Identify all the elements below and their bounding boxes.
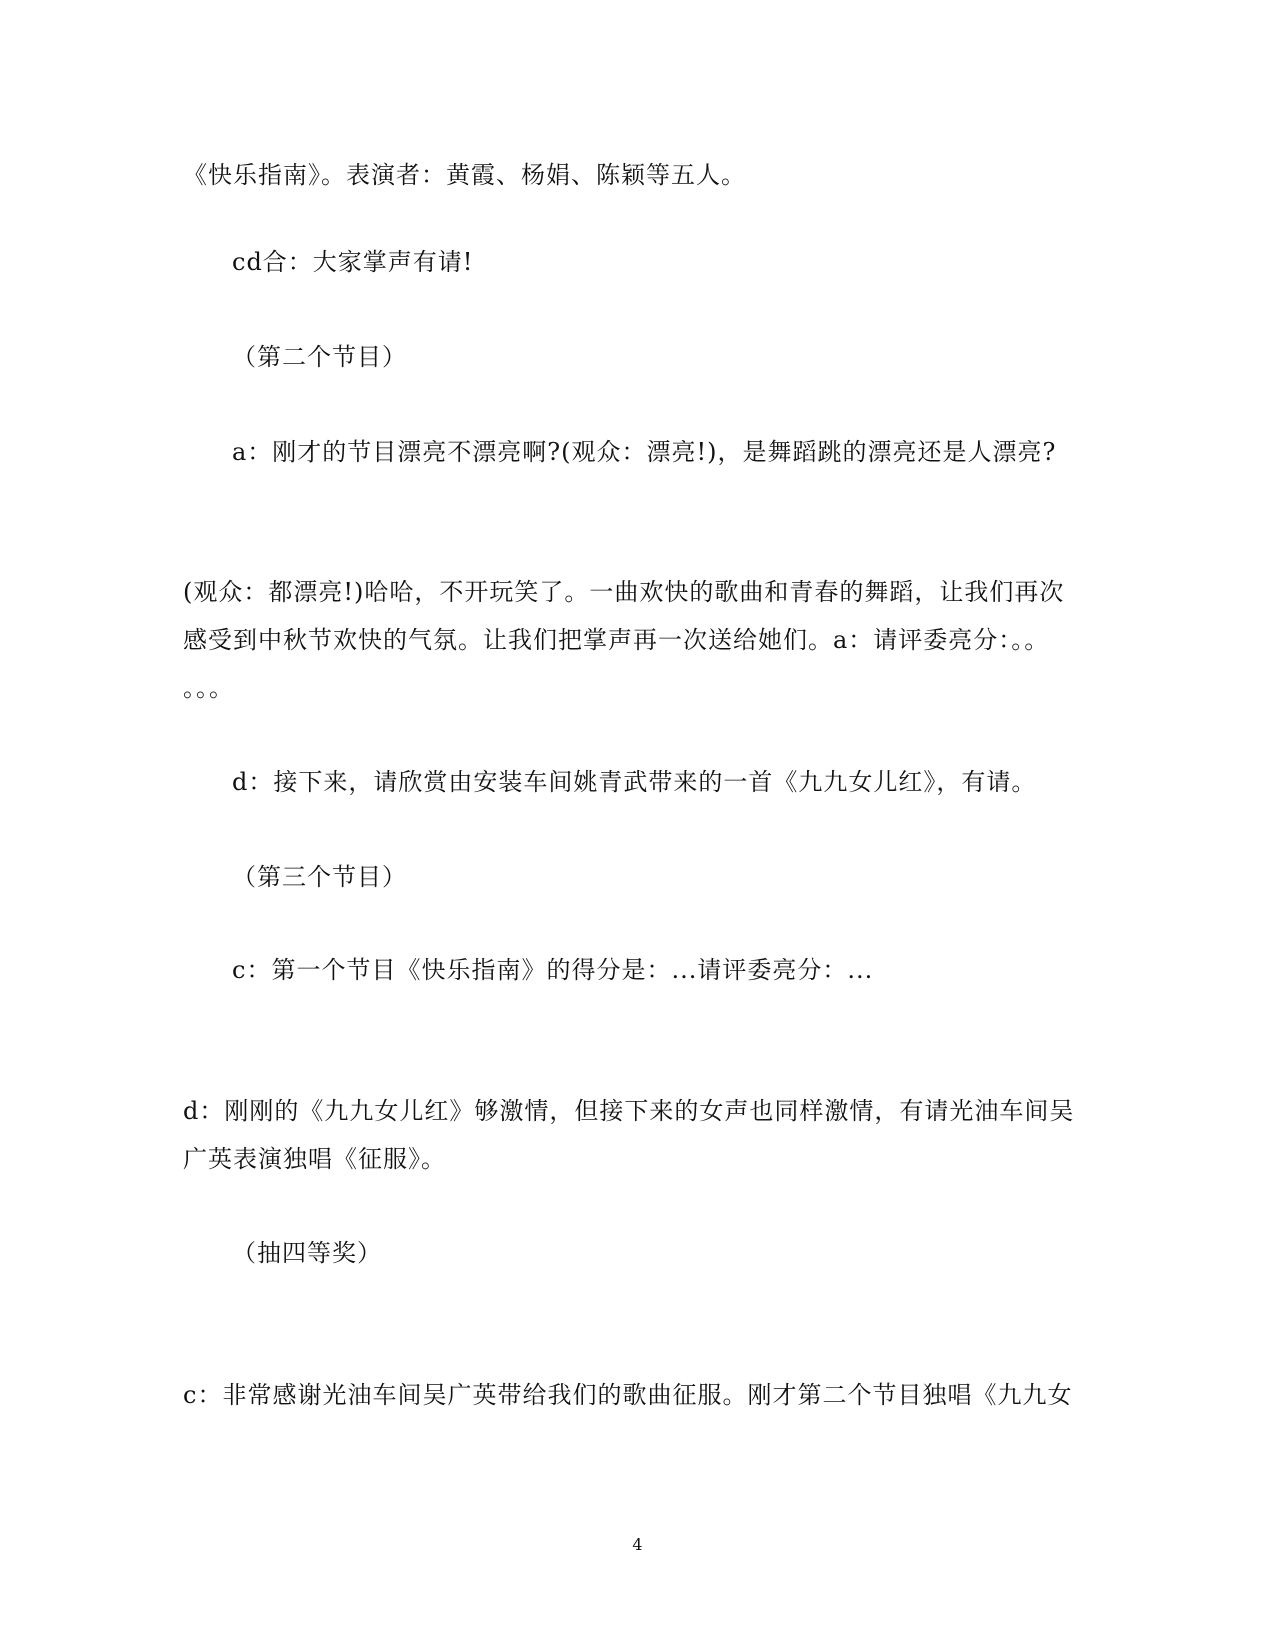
text-line-6: 感受到中秋节欢快的气氛。让我们把掌声再一次送给她们。a：请评委亮分：。。 [183,626,1050,654]
text-line-13: （抽四等奖） [232,1239,382,1267]
text-line-10: c：第一个节目《快乐指南》的得分是：...请评委亮分：... [232,956,874,984]
text-line-2: cd合：大家掌声有请! [232,248,474,276]
text-line-8: d：接下来，请欣赏由安装车间姚青武带来的一首《九九女儿红》，有请。 [232,768,1037,796]
text-line-12: 广英表演独唱《征服》。 [183,1145,446,1173]
text-line-7: 。。。 [183,674,234,702]
text-line-1: 《快乐指南》。表演者：黄霞、杨娟、陈颖等五人。 [183,161,746,189]
text-line-4: a：刚才的节目漂亮不漂亮啊?(观众：漂亮!)，是舞蹈跳的漂亮还是人漂亮? [232,438,1057,466]
text-line-9: （第三个节目） [232,863,407,891]
page-number: 4 [632,1535,643,1554]
text-line-11: d：刚刚的《九九女儿红》够激情，但接下来的女声也同样激情，有请光油车间吴 [183,1097,1075,1125]
text-line-3: （第二个节目） [232,343,407,371]
text-line-5: (观众：都漂亮!)哈哈，不开玩笑了。一曲欢快的歌曲和青春的舞蹈，让我们再次 [183,578,1065,606]
text-line-14: c：非常感谢光油车间吴广英带给我们的歌曲征服。刚才第二个节目独唱《九九女 [183,1381,1073,1409]
